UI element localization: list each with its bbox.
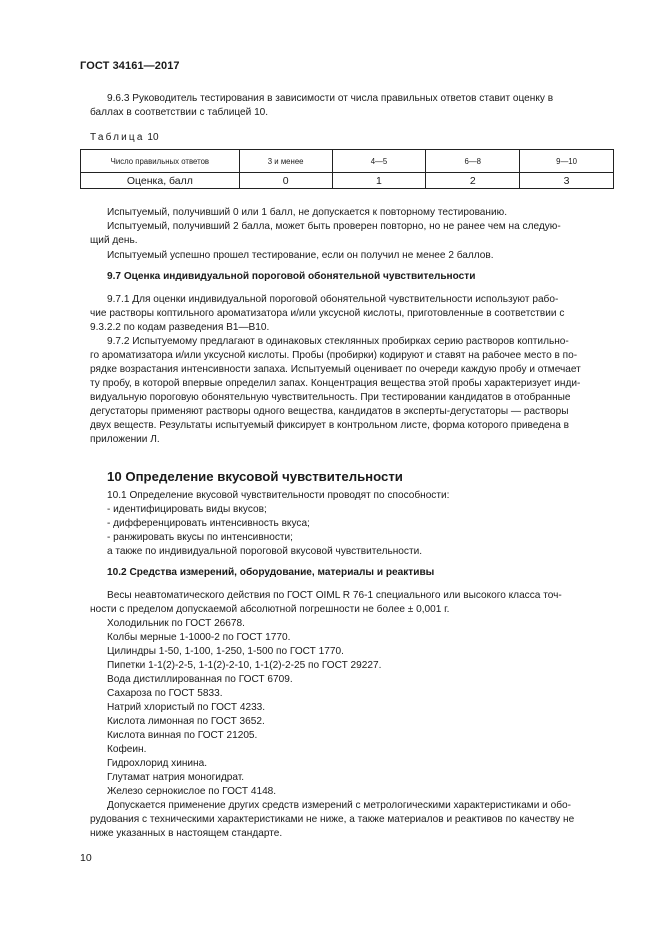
text-line: приложении Л. — [90, 434, 160, 445]
text-line: Весы неавтоматического действия по ГОСТ OIML R 76-1 специального или высокого класса точ- — [107, 590, 562, 601]
table-caption-number: 10 — [147, 132, 159, 143]
text-line: 9.6.3 Руководитель тестирования в зависимости от числа правильных ответов ставит оценку в — [107, 93, 554, 104]
text-line: 9.7.1 Для оценки индивидуальной пороговой обонятельной чувствительности используют рабо- — [107, 294, 559, 305]
text-line: а также по индивидуальной пороговой вкусовой чувствительности. — [107, 546, 423, 557]
list-item: Холодильник по ГОСТ 26678. — [107, 618, 245, 629]
table-cell: 2 — [426, 173, 520, 189]
list-item: - ранжировать вкусы по интенсивности; — [107, 532, 293, 543]
text-line: ниже указанных в настоящем стандарте. — [90, 828, 283, 839]
list-item: - идентифицировать виды вкусов; — [107, 504, 267, 515]
text-line: баллах в соответствии с таблицей 10. — [90, 107, 269, 118]
text-line: двух веществ. Результаты испытуемый фиксирует в контрольном листе, форма которого приведена в — [90, 420, 569, 431]
text-line: рядке возрастания интенсивности запаха. Испытуемый оценивает по очереди каждую пробу и отмечает — [90, 364, 581, 375]
table-cell: 0 — [239, 173, 332, 189]
list-item: Кислота лимонная по ГОСТ 3652. — [107, 716, 265, 727]
text-line: Испытуемый, получивший 0 или 1 балл, не допускается к повторному тестированию. — [107, 207, 508, 218]
section-heading-10-2: 10.2 Средства измерений, оборудование, материалы и реактивы — [107, 567, 435, 578]
table-header-cell: 9—10 — [520, 150, 614, 173]
list-item: Цилиндры 1-50, 1-100, 1-250, 1-500 по ГОСТ 1770. — [107, 646, 344, 657]
text-line: ности с пределом допускаемой абсолютной погрешности не более ± 0,001 г. — [90, 604, 450, 615]
text-line: рудования с техническими характеристиками не ниже, а также материалов и реактивов по качеству не — [90, 814, 575, 825]
text-line: го ароматизатора и/или уксусной кислоты. Пробы (пробирки) кодируют и ставят на рабочее место в по- — [90, 350, 578, 361]
text-line: Испытуемый, получивший 2 балла, может быть проверен повторно, но не ранее чем на следую- — [107, 221, 561, 232]
list-item: Колбы мерные 1-1000-2 по ГОСТ 1770. — [107, 632, 291, 643]
table-cell: Оценка, балл — [81, 173, 240, 189]
table-caption — [90, 132, 159, 143]
text-line: 9.3.2.2 по кодам разведения В1—В10. — [90, 322, 270, 333]
section-heading-10: 10 Определение вкусовой чувствительности — [107, 469, 403, 484]
table-header-cell: Число правильных ответов — [81, 150, 240, 173]
list-item: Натрий хлористый по ГОСТ 4233. — [107, 702, 266, 713]
list-item: Пипетки 1-1(2)-2-5, 1-1(2)-2-10, 1-1(2)-2-25 по ГОСТ 29227. — [107, 660, 382, 671]
text-line: чие растворы коптильного ароматизатора и/или уксусной кислоты, приготовленные в соответствии с — [90, 308, 565, 319]
list-item: Вода дистиллированная по ГОСТ 6709. — [107, 674, 293, 685]
scoring-table — [80, 149, 614, 189]
table-header-cell: 6—8 — [426, 150, 520, 173]
text-line: Испытуемый успешно прошел тестирование, если он получил не менее 2 баллов. — [107, 250, 494, 261]
list-item: Гидрохлорид хинина. — [107, 758, 208, 769]
text-line: 10.1 Определение вкусовой чувствительности проводят по способности: — [107, 490, 450, 501]
text-line: дегустаторы применяют растворы одного вещества, кандидатов в эксперты-дегустаторы — растворы — [90, 406, 569, 417]
list-item: Сахароза по ГОСТ 5833. — [107, 688, 223, 699]
section-heading-9-7: 9.7 Оценка индивидуальной пороговой обонятельной чувствительности — [107, 271, 476, 282]
table-cell: 1 — [332, 173, 426, 189]
text-line: 9.7.2 Испытуемому предлагают в одинаковых стеклянных пробирках серию растворов коптильно- — [107, 336, 569, 347]
table-header-cell: 3 и менее — [239, 150, 332, 173]
text-line: щий день. — [90, 235, 138, 246]
document-header: ГОСТ 34161—2017 — [80, 60, 180, 72]
text-line: видуальную пороговую обонятельную чувствительность. При тестировании кандидатов в отобранные — [90, 392, 571, 403]
table-header-row — [81, 150, 614, 173]
table-header-cell: 4—5 — [332, 150, 426, 173]
list-item: Кофеин. — [107, 744, 147, 755]
table-caption-label: Таблица — [90, 132, 145, 143]
list-item: Кислота винная по ГОСТ 21205. — [107, 730, 258, 741]
list-item: - дифференцировать интенсивность вкуса; — [107, 518, 310, 529]
list-item: Глутамат натрия моногидрат. — [107, 772, 245, 783]
table-cell: 3 — [520, 173, 614, 189]
text-line: ту пробу, в которой впервые определил запах. Концентрация вещества этой пробы характеризует инди- — [90, 378, 581, 389]
page-number: 10 — [80, 852, 92, 864]
text-line: Допускается применение других средств измерений с метрологическими характеристиками и обо- — [107, 800, 571, 811]
list-item: Железо сернокислое по ГОСТ 4148. — [107, 786, 277, 797]
table-row — [81, 173, 614, 189]
